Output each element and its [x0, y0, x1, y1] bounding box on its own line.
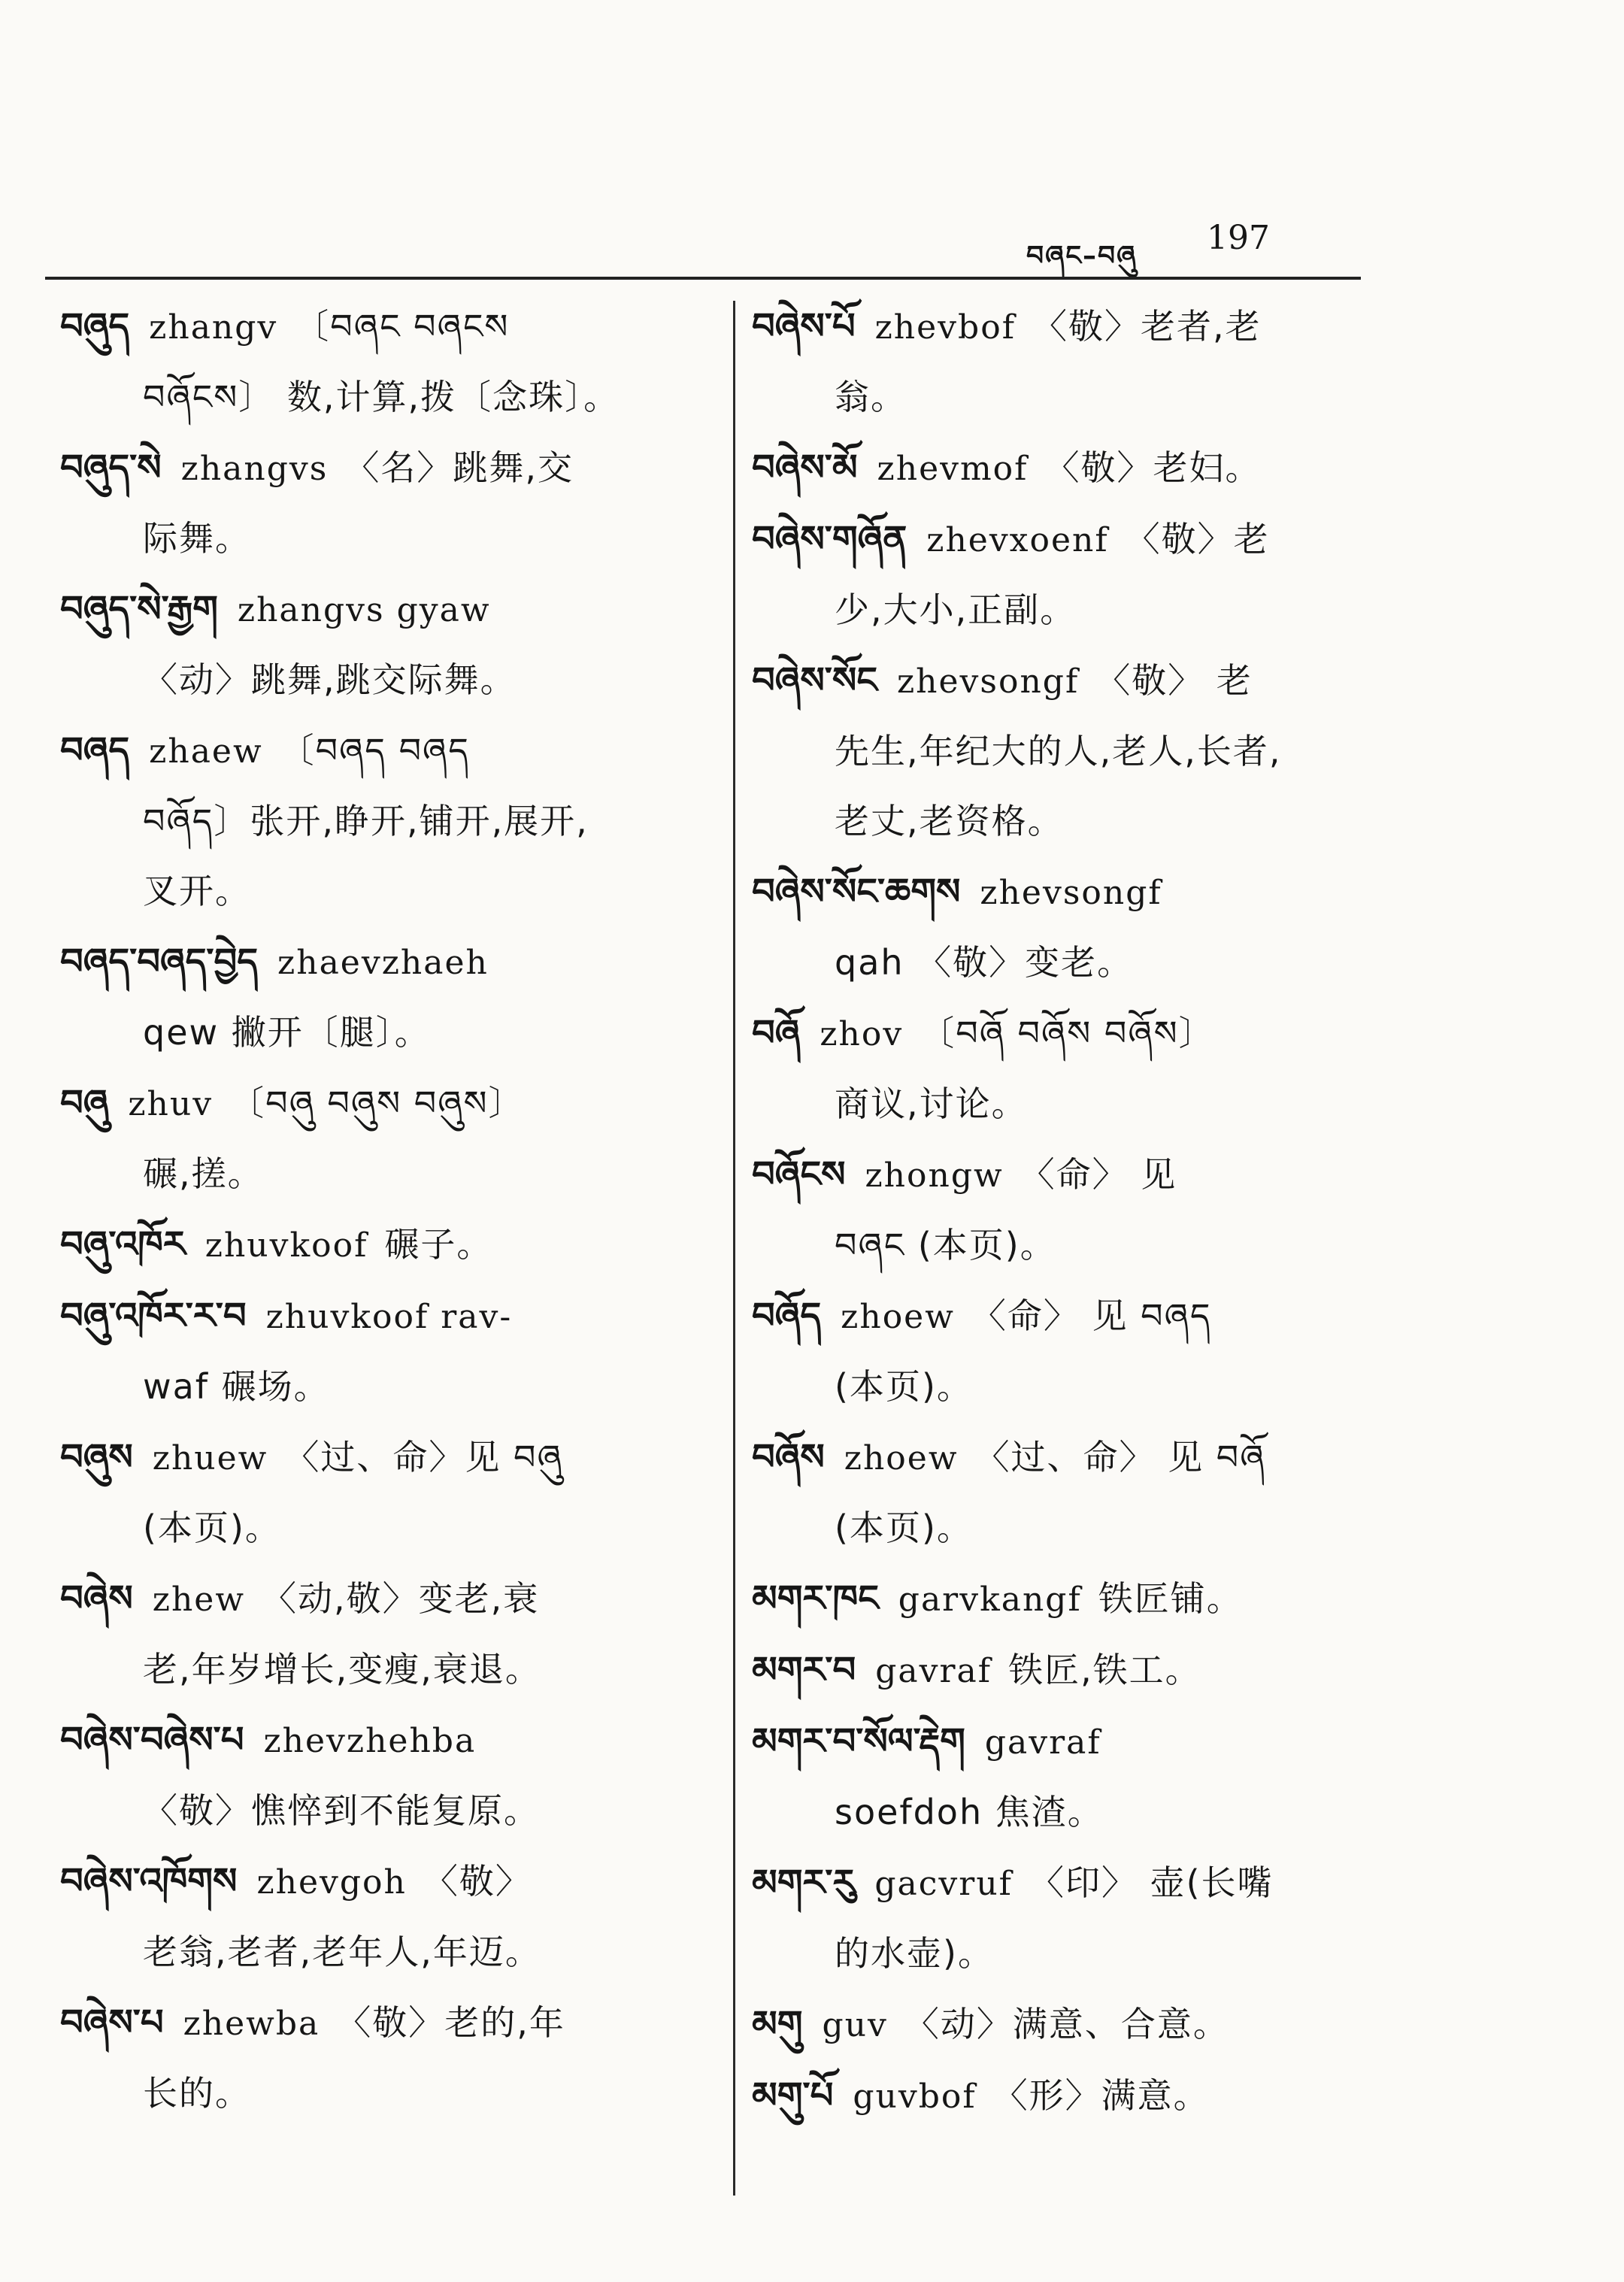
romanization: zhevzhehba: [263, 1722, 477, 1760]
romanization: zhongw: [865, 1156, 1004, 1195]
definition-text: 叉开。: [143, 871, 251, 911]
definition-text: 铁匠,铁工。: [1008, 1650, 1201, 1690]
definition-text: (本页)。: [835, 1508, 973, 1548]
entry-continuation-line: [60, 871, 707, 911]
definition-text: 老翁,老者,老年人,年迈。: [143, 1932, 541, 1972]
entry-headline: [752, 2003, 1383, 2045]
definition-text: 〈敬〉憔悴到不能复原。: [143, 1790, 540, 1831]
definition-text: 〈敬〉老妇。: [1044, 447, 1262, 488]
entry-continuation-line: [752, 377, 1383, 417]
entry-headline: [752, 1720, 1383, 1762]
headword-tibetan: བཞེས་པོ: [752, 305, 856, 347]
entry-headline: [60, 729, 707, 771]
headword-tibetan: བཞུད་སེ: [60, 447, 162, 489]
definition-text: 〈敬〉老: [1125, 519, 1270, 559]
entry-headline: [752, 1153, 1383, 1196]
romanization: zhevbof: [874, 308, 1016, 347]
entry-continuation-line: [752, 1083, 1383, 1124]
headword-tibetan: བཞུས: [60, 1436, 133, 1478]
dictionary-entry: [752, 871, 1383, 983]
running-head-text: བཞང–བཞུ: [1026, 241, 1138, 271]
dictionary-entry: [60, 588, 707, 700]
dictionary-entry: [752, 1436, 1383, 1548]
entry-headline: [60, 1082, 707, 1124]
definition-text: qew 撇开〔腿〕。: [143, 1012, 431, 1053]
romanization: zhewba: [183, 2005, 320, 2043]
dictionary-entry: [752, 1862, 1383, 1974]
romanization: zhew: [152, 1580, 246, 1619]
page-number: 197: [1207, 219, 1270, 257]
dictionary-entry: [752, 1153, 1383, 1265]
entry-headline: [752, 1649, 1383, 1691]
headword-tibetan: བཞུད་སེ་རྒྱག: [60, 588, 218, 630]
entry-headline: [60, 447, 707, 489]
dictionary-entry: [60, 1295, 707, 1407]
headword-tibetan: མགར་ཁང: [752, 1577, 879, 1620]
entry-continuation-line: [752, 1933, 1383, 1974]
dictionary-entry: [60, 1719, 707, 1831]
entry-headline: [60, 941, 707, 983]
headword-tibetan: བཞོ: [752, 1012, 801, 1054]
romanization: zhaevzhaeh: [277, 944, 489, 982]
headword-tibetan: མགུ་པོ: [752, 2074, 834, 2117]
entry-headline: [752, 2074, 1383, 2117]
definition-text: 老丈,老资格。: [835, 801, 1064, 841]
headword-tibetan: བཞུ་འཁོར: [60, 1223, 186, 1265]
entry-continuation-line: [752, 1792, 1383, 1832]
romanization: zhuvkoof rav-: [265, 1298, 513, 1336]
header-rule: [45, 277, 1361, 280]
entry-continuation-line: [60, 377, 707, 417]
entry-headline: [752, 1862, 1383, 1904]
romanization: zhangv: [149, 308, 278, 347]
definition-text: 〈动〉跳舞,跳交际舞。: [143, 659, 517, 700]
headword-tibetan: བཞུ: [60, 1082, 109, 1124]
definition-text: 长的。: [143, 2073, 251, 2114]
entry-continuation-line: [752, 1225, 1383, 1265]
romanization: zhevxoenf: [926, 521, 1109, 559]
definition-text: 〈敬〉老者,老: [1032, 306, 1262, 347]
dictionary-entry: [60, 1082, 707, 1194]
definition-text: 商议,讨论。: [835, 1083, 1028, 1124]
entry-continuation-line: [752, 801, 1383, 841]
dictionary-entry: [60, 1860, 707, 1972]
entry-headline: [752, 1012, 1383, 1054]
dictionary-entry: [752, 659, 1383, 841]
romanization: gavraf: [875, 1652, 992, 1690]
entry-continuation-line: [60, 659, 707, 700]
headword-tibetan: བཞེས་གཞོན: [752, 518, 907, 560]
entry-continuation-line: [60, 1012, 707, 1053]
headword-tibetan: བཞོས: [752, 1436, 825, 1478]
dictionary-entry: [752, 447, 1383, 489]
entry-continuation-line: [60, 1508, 707, 1548]
romanization: guvbof: [853, 2077, 977, 2116]
entry-headline: [60, 1860, 707, 1902]
entry-headline: [60, 1719, 707, 1761]
dictionary-entry: [60, 1223, 707, 1265]
romanization: zhevmof: [877, 450, 1029, 488]
headword-tibetan: བཞུ་འཁོར་ར་བ: [60, 1295, 247, 1337]
definition-text: 〈名〉跳舞,交: [344, 447, 574, 488]
definition-text: བཞོད〕张开,睁开,铺开,展开,: [143, 801, 589, 841]
headword-tibetan: བཞེས་པ: [60, 2002, 164, 2044]
headword-tibetan: བཞེས་འཁོགས: [60, 1860, 238, 1902]
romanization: zhuvkoof: [205, 1226, 368, 1265]
romanization: zhoew: [841, 1298, 955, 1336]
left-column: [60, 305, 707, 2146]
headword-tibetan: བཞོད: [752, 1295, 822, 1337]
dictionary-entry: [60, 729, 707, 911]
entry-headline: [752, 659, 1383, 702]
dictionary-entry: [60, 2002, 707, 2114]
entry-continuation-line: [60, 1649, 707, 1690]
romanization: garvkangf: [898, 1580, 1082, 1619]
entry-headline: [752, 518, 1383, 560]
headword-tibetan: བཞོངས: [752, 1153, 846, 1196]
entry-headline: [60, 1577, 707, 1620]
entry-headline: [60, 2002, 707, 2044]
entry-continuation-line: [60, 1366, 707, 1407]
romanization: gacvruf: [874, 1865, 1013, 1903]
entry-headline: [60, 305, 707, 347]
dictionary-entry: [752, 1012, 1383, 1124]
entry-continuation-line: [60, 518, 707, 559]
dictionary-entry: [60, 1577, 707, 1690]
dictionary-entry: [752, 2003, 1383, 2045]
entry-continuation-line: [60, 2073, 707, 2114]
headword-tibetan: བཞེས་མོ: [752, 447, 858, 489]
definition-text: 少,大小,正副。: [835, 589, 1077, 630]
romanization: zhevsongf: [896, 662, 1080, 701]
definition-text: 铁匠铺。: [1098, 1578, 1243, 1619]
running-header: [1026, 214, 1342, 274]
headword-tibetan: བཞེས: [60, 1577, 133, 1620]
romanization: zhangvs: [180, 450, 329, 488]
entry-headline: [752, 447, 1383, 489]
entry-continuation-line: [752, 1508, 1383, 1548]
headword-tibetan: མགར་རུ: [752, 1862, 856, 1904]
entry-headline: [752, 305, 1383, 347]
headword-tibetan: བཞད་བཞད་བྱེད: [60, 941, 259, 983]
entry-headline: [60, 1436, 707, 1478]
dictionary-entry: [60, 941, 707, 1053]
definition-text: 〔བཞད བཞད: [279, 730, 470, 771]
definition-text: 〈敬〉 老: [1095, 660, 1253, 701]
definition-text: (本页)。: [143, 1508, 281, 1548]
romanization: guv: [822, 2006, 888, 2044]
definition-text: 〔བཞུ བཞུས བཞུས〕: [229, 1083, 525, 1123]
definition-text: 〔བཞོ བཞོས བཞོས〕: [920, 1013, 1215, 1053]
definition-text: 碾子。: [384, 1224, 493, 1265]
entry-headline: [752, 871, 1383, 913]
definition-text: waf 碾场。: [143, 1366, 330, 1407]
definition-text: 〈印〉 壶(长嘴: [1029, 1862, 1274, 1903]
dictionary-entry: [60, 1436, 707, 1548]
dictionary-entry: [752, 1577, 1383, 1620]
definition-text: 〈命〉 见: [1020, 1154, 1177, 1195]
dictionary-entry: [60, 305, 707, 417]
definition-text: soefdoh 焦渣。: [835, 1792, 1104, 1832]
definition-text: (本页)。: [835, 1366, 973, 1407]
definition-text: 的水壶)。: [835, 1933, 994, 1974]
definition-text: 〈形〉满意。: [992, 2075, 1210, 2116]
romanization: zhangvs gyaw: [237, 591, 491, 629]
definition-text: 碾,搓。: [143, 1153, 264, 1194]
romanization: zhevsongf: [980, 874, 1162, 912]
romanization: gavraf: [984, 1723, 1101, 1762]
headword-tibetan: མགུ: [752, 2003, 803, 2045]
entry-continuation-line: [752, 942, 1383, 983]
definition-text: 翁。: [835, 377, 907, 417]
headword-tibetan: མགར་བ: [752, 1649, 856, 1691]
entry-continuation-line: [60, 1153, 707, 1194]
dictionary-entry: [752, 2074, 1383, 2117]
definition-text: 〈敬〉: [423, 1861, 532, 1902]
entry-continuation-line: [752, 731, 1383, 771]
entry-headline: [60, 588, 707, 630]
entry-headline: [752, 1436, 1383, 1478]
definition-text: 〈动〉满意、合意。: [904, 2004, 1229, 2044]
dictionary-entry: [752, 518, 1383, 630]
definition-text: 老,年岁增长,变瘦,衰退。: [143, 1649, 541, 1690]
entry-continuation-line: [752, 1366, 1383, 1407]
headword-tibetan: བཞེས་སོང: [752, 659, 877, 702]
romanization: zhuew: [152, 1439, 268, 1477]
entry-headline: [60, 1223, 707, 1265]
definition-text: 际舞。: [143, 518, 251, 559]
entry-continuation-line: [60, 1790, 707, 1831]
definition-text: བཞང (本页)。: [835, 1225, 1056, 1265]
headword-tibetan: མགར་བ་སོལ་རྡེག: [752, 1720, 965, 1762]
definition-text: 〈敬〉老的,年: [336, 2002, 565, 2043]
definition-text: བཞོངས〕 数,计算,拨〔念珠〕。: [143, 377, 620, 417]
entry-headline: [752, 1295, 1383, 1337]
entry-headline: [752, 1577, 1383, 1620]
romanization: zhevgoh: [256, 1863, 407, 1902]
definition-text: 〈动,敬〉变老,衰: [262, 1578, 540, 1619]
dictionary-entry: [752, 1295, 1383, 1407]
definition-text: 先生,年纪大的人,老人,长者,: [835, 731, 1282, 771]
headword-tibetan: བཞད: [60, 729, 130, 771]
entry-continuation-line: [60, 1932, 707, 1972]
entry-continuation-line: [60, 801, 707, 841]
headword-tibetan: བཞུད: [60, 305, 130, 347]
headword-tibetan: བཞེས་སོང་ཆགས: [752, 871, 961, 913]
dictionary-entry: [60, 447, 707, 559]
column-divider: [733, 301, 735, 2196]
entry-headline: [60, 1295, 707, 1337]
romanization: zhaew: [149, 732, 263, 771]
romanization: zhuv: [128, 1085, 214, 1123]
right-column: [752, 305, 1383, 2149]
dictionary-entry: [752, 305, 1383, 417]
headword-tibetan: བཞེས་བཞེས་པ: [60, 1719, 244, 1761]
romanization: zhoew: [844, 1439, 959, 1477]
dictionary-entry: [752, 1649, 1383, 1691]
definition-text: 〈命〉 见 བཞད: [971, 1296, 1212, 1336]
definition-text: 〔བཞང བཞངས: [294, 306, 510, 347]
definition-text: 〈过、命〉 见 བཞོ: [974, 1437, 1266, 1477]
entry-continuation-line: [752, 589, 1383, 630]
definition-text: qah 〈敬〉变老。: [835, 942, 1134, 983]
romanization: zhov: [820, 1015, 904, 1053]
dictionary-entry: [752, 1720, 1383, 1832]
definition-text: 〈过、命〉见 བཞུ: [284, 1437, 563, 1477]
